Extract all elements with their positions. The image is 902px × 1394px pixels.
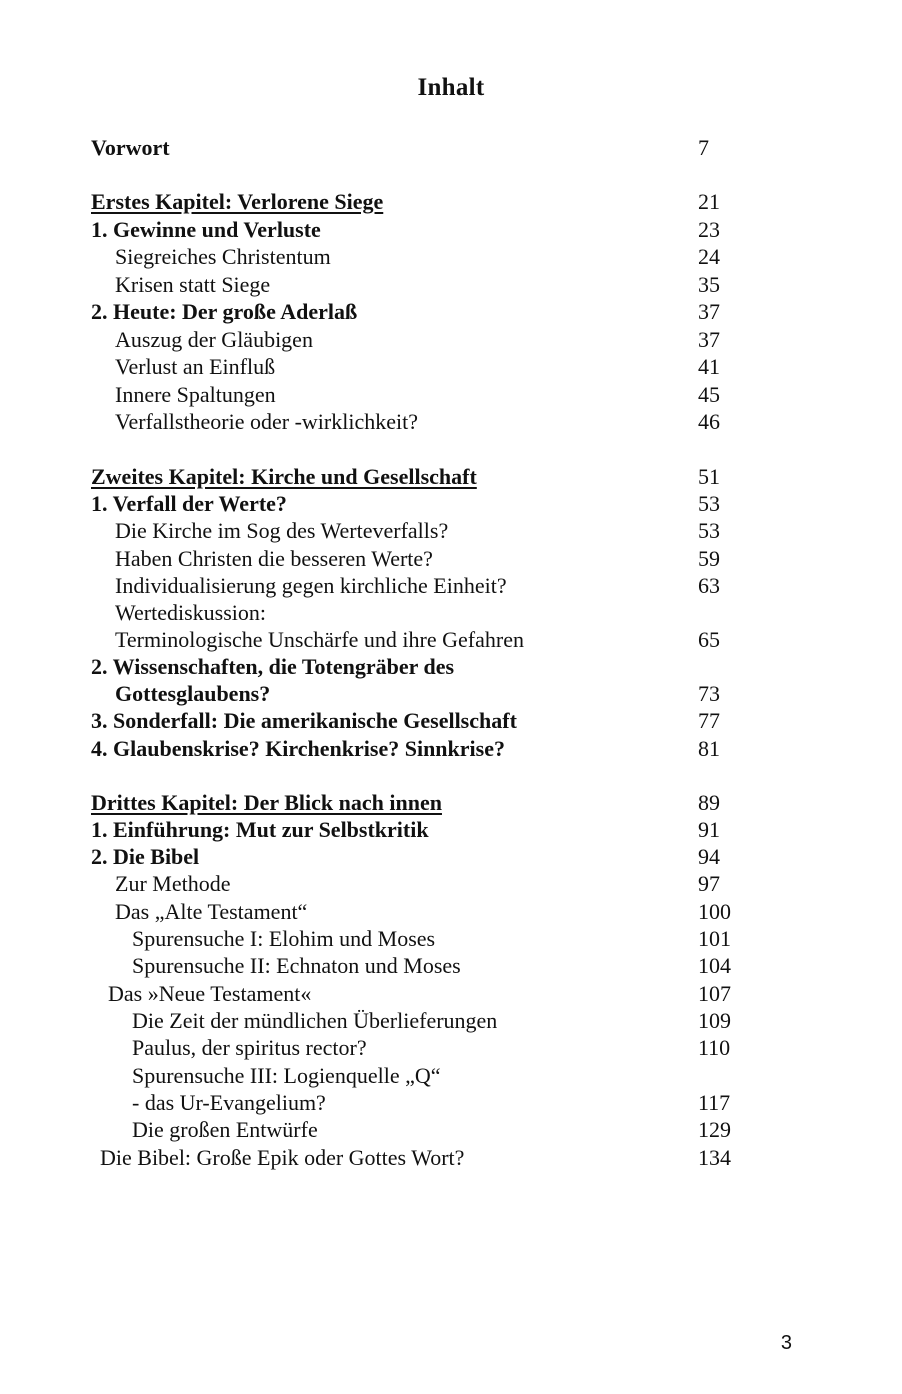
section-heading: 2. Wissenschaften, die Totengräber des xyxy=(91,654,455,679)
toc-page-number: 24 xyxy=(698,244,720,269)
toc-page-number: 7 xyxy=(698,135,709,160)
toc-page-number: 107 xyxy=(698,981,731,1006)
toc-entry: Die Bibel: Große Epik oder Gottes Wort? xyxy=(100,1145,465,1170)
toc-page-number: 45 xyxy=(698,382,720,407)
toc-entry: Spurensuche III: Logienquelle „Q“ xyxy=(132,1063,441,1088)
page-number: 3 xyxy=(780,1332,792,1354)
toc-page-number: 117 xyxy=(698,1090,731,1115)
toc-entry: Krisen statt Siege xyxy=(115,272,271,297)
toc-page-number: 46 xyxy=(698,409,720,434)
toc-entry: Das »Neue Testament« xyxy=(108,981,312,1006)
section-heading: 2. Heute: Der große Aderlaß xyxy=(91,299,358,324)
toc-entry: Paulus, der spiritus rector? xyxy=(132,1035,367,1060)
toc-page-number: 100 xyxy=(698,899,731,924)
toc-page-number: 37 xyxy=(698,299,720,324)
chapter-heading: Zweites Kapitel: Kirche und Gesellschaft xyxy=(91,464,477,489)
toc-entry: Terminologische Unschärfe und ihre Gefahren xyxy=(115,627,524,652)
toc-page-number: 129 xyxy=(698,1117,731,1142)
toc-page-number: 59 xyxy=(698,546,720,571)
chapter-heading: Drittes Kapitel: Der Blick nach innen xyxy=(91,790,442,815)
toc-entry: - das Ur-Evangelium? xyxy=(132,1090,326,1115)
toc-entry: Spurensuche II: Echnaton und Moses xyxy=(132,953,461,978)
section-heading: 1. Verfall der Werte? xyxy=(91,491,287,516)
page-title: Inhalt xyxy=(417,74,485,101)
section-heading: 3. Sonderfall: Die amerikanische Gesellschaft xyxy=(91,708,517,733)
toc-entry: Verfallstheorie oder -wirklichkeit? xyxy=(115,409,418,434)
toc-page-number: 104 xyxy=(698,953,731,978)
toc-entry: Individualisierung gegen kirchliche Einheit? xyxy=(115,573,507,598)
section-heading: 1. Einführung: Mut zur Selbstkritik xyxy=(91,817,429,842)
toc-page-number: 81 xyxy=(698,736,720,761)
chapter-heading: Erstes Kapitel: Verlorene Siege xyxy=(91,189,384,214)
toc-page-number: 109 xyxy=(698,1008,731,1033)
toc-page-number: 97 xyxy=(698,871,720,896)
section-heading: Gottesglaubens? xyxy=(115,681,271,706)
toc-page-number: 51 xyxy=(698,464,720,489)
toc-page-number: 134 xyxy=(698,1145,731,1170)
toc-entry: Das „Alte Testament“ xyxy=(115,899,308,924)
toc-entry: Haben Christen die besseren Werte? xyxy=(115,546,433,571)
toc-entry: Auszug der Gläubigen xyxy=(115,327,313,352)
toc-page-number: 21 xyxy=(698,189,720,214)
toc-page-number: 35 xyxy=(698,272,720,297)
toc-entry: Verlust an Einfluß xyxy=(115,354,276,379)
section-heading: Vorwort xyxy=(91,135,170,160)
toc-entry: Die Kirche im Sog des Werteverfalls? xyxy=(115,518,449,543)
toc-entry: Innere Spaltungen xyxy=(115,382,276,407)
toc-page-number: 53 xyxy=(698,491,720,516)
section-heading: 4. Glaubenskrise? Kirchenkrise? Sinnkrise? xyxy=(91,736,505,761)
toc-page-number: 37 xyxy=(698,327,720,352)
toc-page-number: 110 xyxy=(698,1035,731,1060)
toc-page-number: 63 xyxy=(698,573,720,598)
section-heading: 1. Gewinne und Verluste xyxy=(91,217,321,242)
toc-page-number: 53 xyxy=(698,518,720,543)
section-heading: 2. Die Bibel xyxy=(91,844,200,869)
toc-entry: Die großen Entwürfe xyxy=(132,1117,318,1142)
toc-page-number: 41 xyxy=(698,354,720,379)
toc-page-number: 77 xyxy=(698,708,720,733)
toc-page-number: 101 xyxy=(698,926,731,951)
toc-page-number: 23 xyxy=(698,217,720,242)
toc-page-number: 89 xyxy=(698,790,720,815)
toc-page-number: 94 xyxy=(698,844,720,869)
toc-page-number: 73 xyxy=(698,681,720,706)
toc-entry: Spurensuche I: Elohim und Moses xyxy=(132,926,436,951)
toc-entry: Siegreiches Christentum xyxy=(115,244,331,269)
toc-entry: Die Zeit der mündlichen Überlieferungen xyxy=(132,1008,498,1033)
toc-entry: Zur Methode xyxy=(115,871,231,896)
toc-page-number: 65 xyxy=(698,627,720,652)
toc-page-number: 91 xyxy=(698,817,720,842)
toc-entry: Wertediskussion: xyxy=(115,600,266,625)
